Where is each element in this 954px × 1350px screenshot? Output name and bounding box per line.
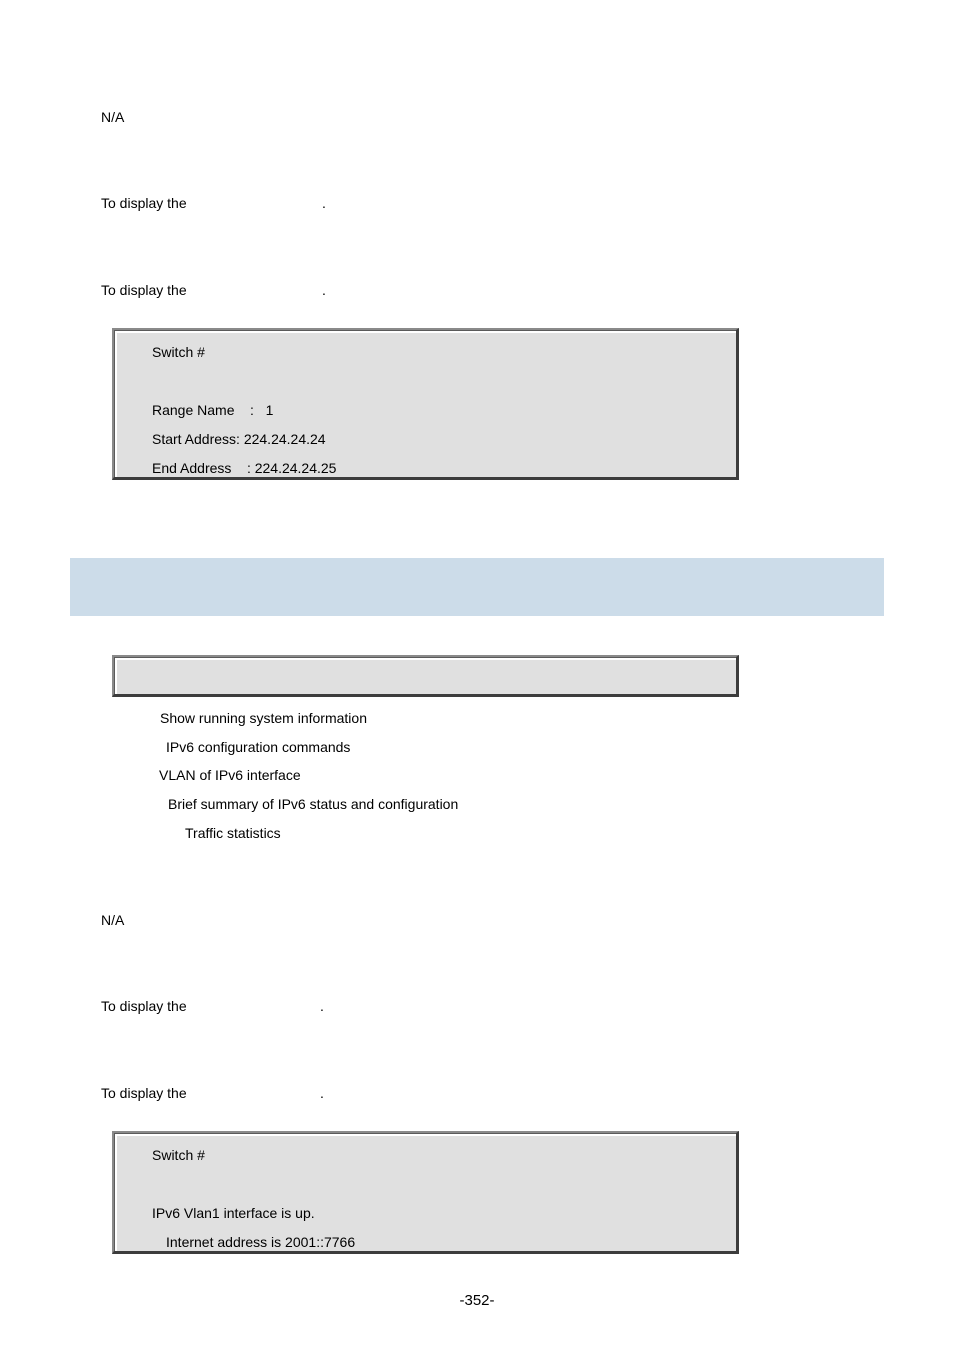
console-example-box: [112, 1131, 739, 1254]
parameter-description: VLAN of IPv6 interface: [159, 767, 301, 783]
console-line: Start Address: 224.24.24.24: [152, 431, 326, 447]
console-line: IPv6 Vlan1 interface is up.: [152, 1205, 315, 1221]
console-line: End Address : 224.24.24.25: [152, 460, 337, 476]
command-heading-band: [70, 558, 884, 616]
example-period: .: [322, 282, 326, 298]
usage-guide-text: To display the: [101, 195, 187, 211]
console-example-box: [112, 328, 739, 480]
example-period: .: [320, 1085, 324, 1101]
page-number: -352-: [459, 1292, 495, 1309]
default-value-text: N/A: [101, 109, 125, 125]
parameter-description: Brief summary of IPv6 status and configuration: [168, 796, 459, 812]
example-text: To display the: [101, 282, 187, 298]
example-text: To display the: [101, 1085, 187, 1101]
usage-guide-period: .: [320, 998, 324, 1014]
console-line: Range Name : 1: [152, 402, 274, 418]
default-value-text: N/A: [101, 912, 125, 928]
parameter-description: IPv6 configuration commands: [166, 739, 351, 755]
usage-guide-text: To display the: [101, 998, 187, 1014]
usage-guide-period: .: [322, 195, 326, 211]
parameter-description: Show running system information: [160, 710, 367, 726]
console-line: Internet address is 2001::7766: [166, 1234, 356, 1250]
console-prompt: Switch #: [152, 344, 205, 360]
parameter-description: Traffic statistics: [185, 825, 281, 841]
console-prompt: Switch #: [152, 1147, 205, 1163]
command-syntax-box: [112, 655, 739, 697]
